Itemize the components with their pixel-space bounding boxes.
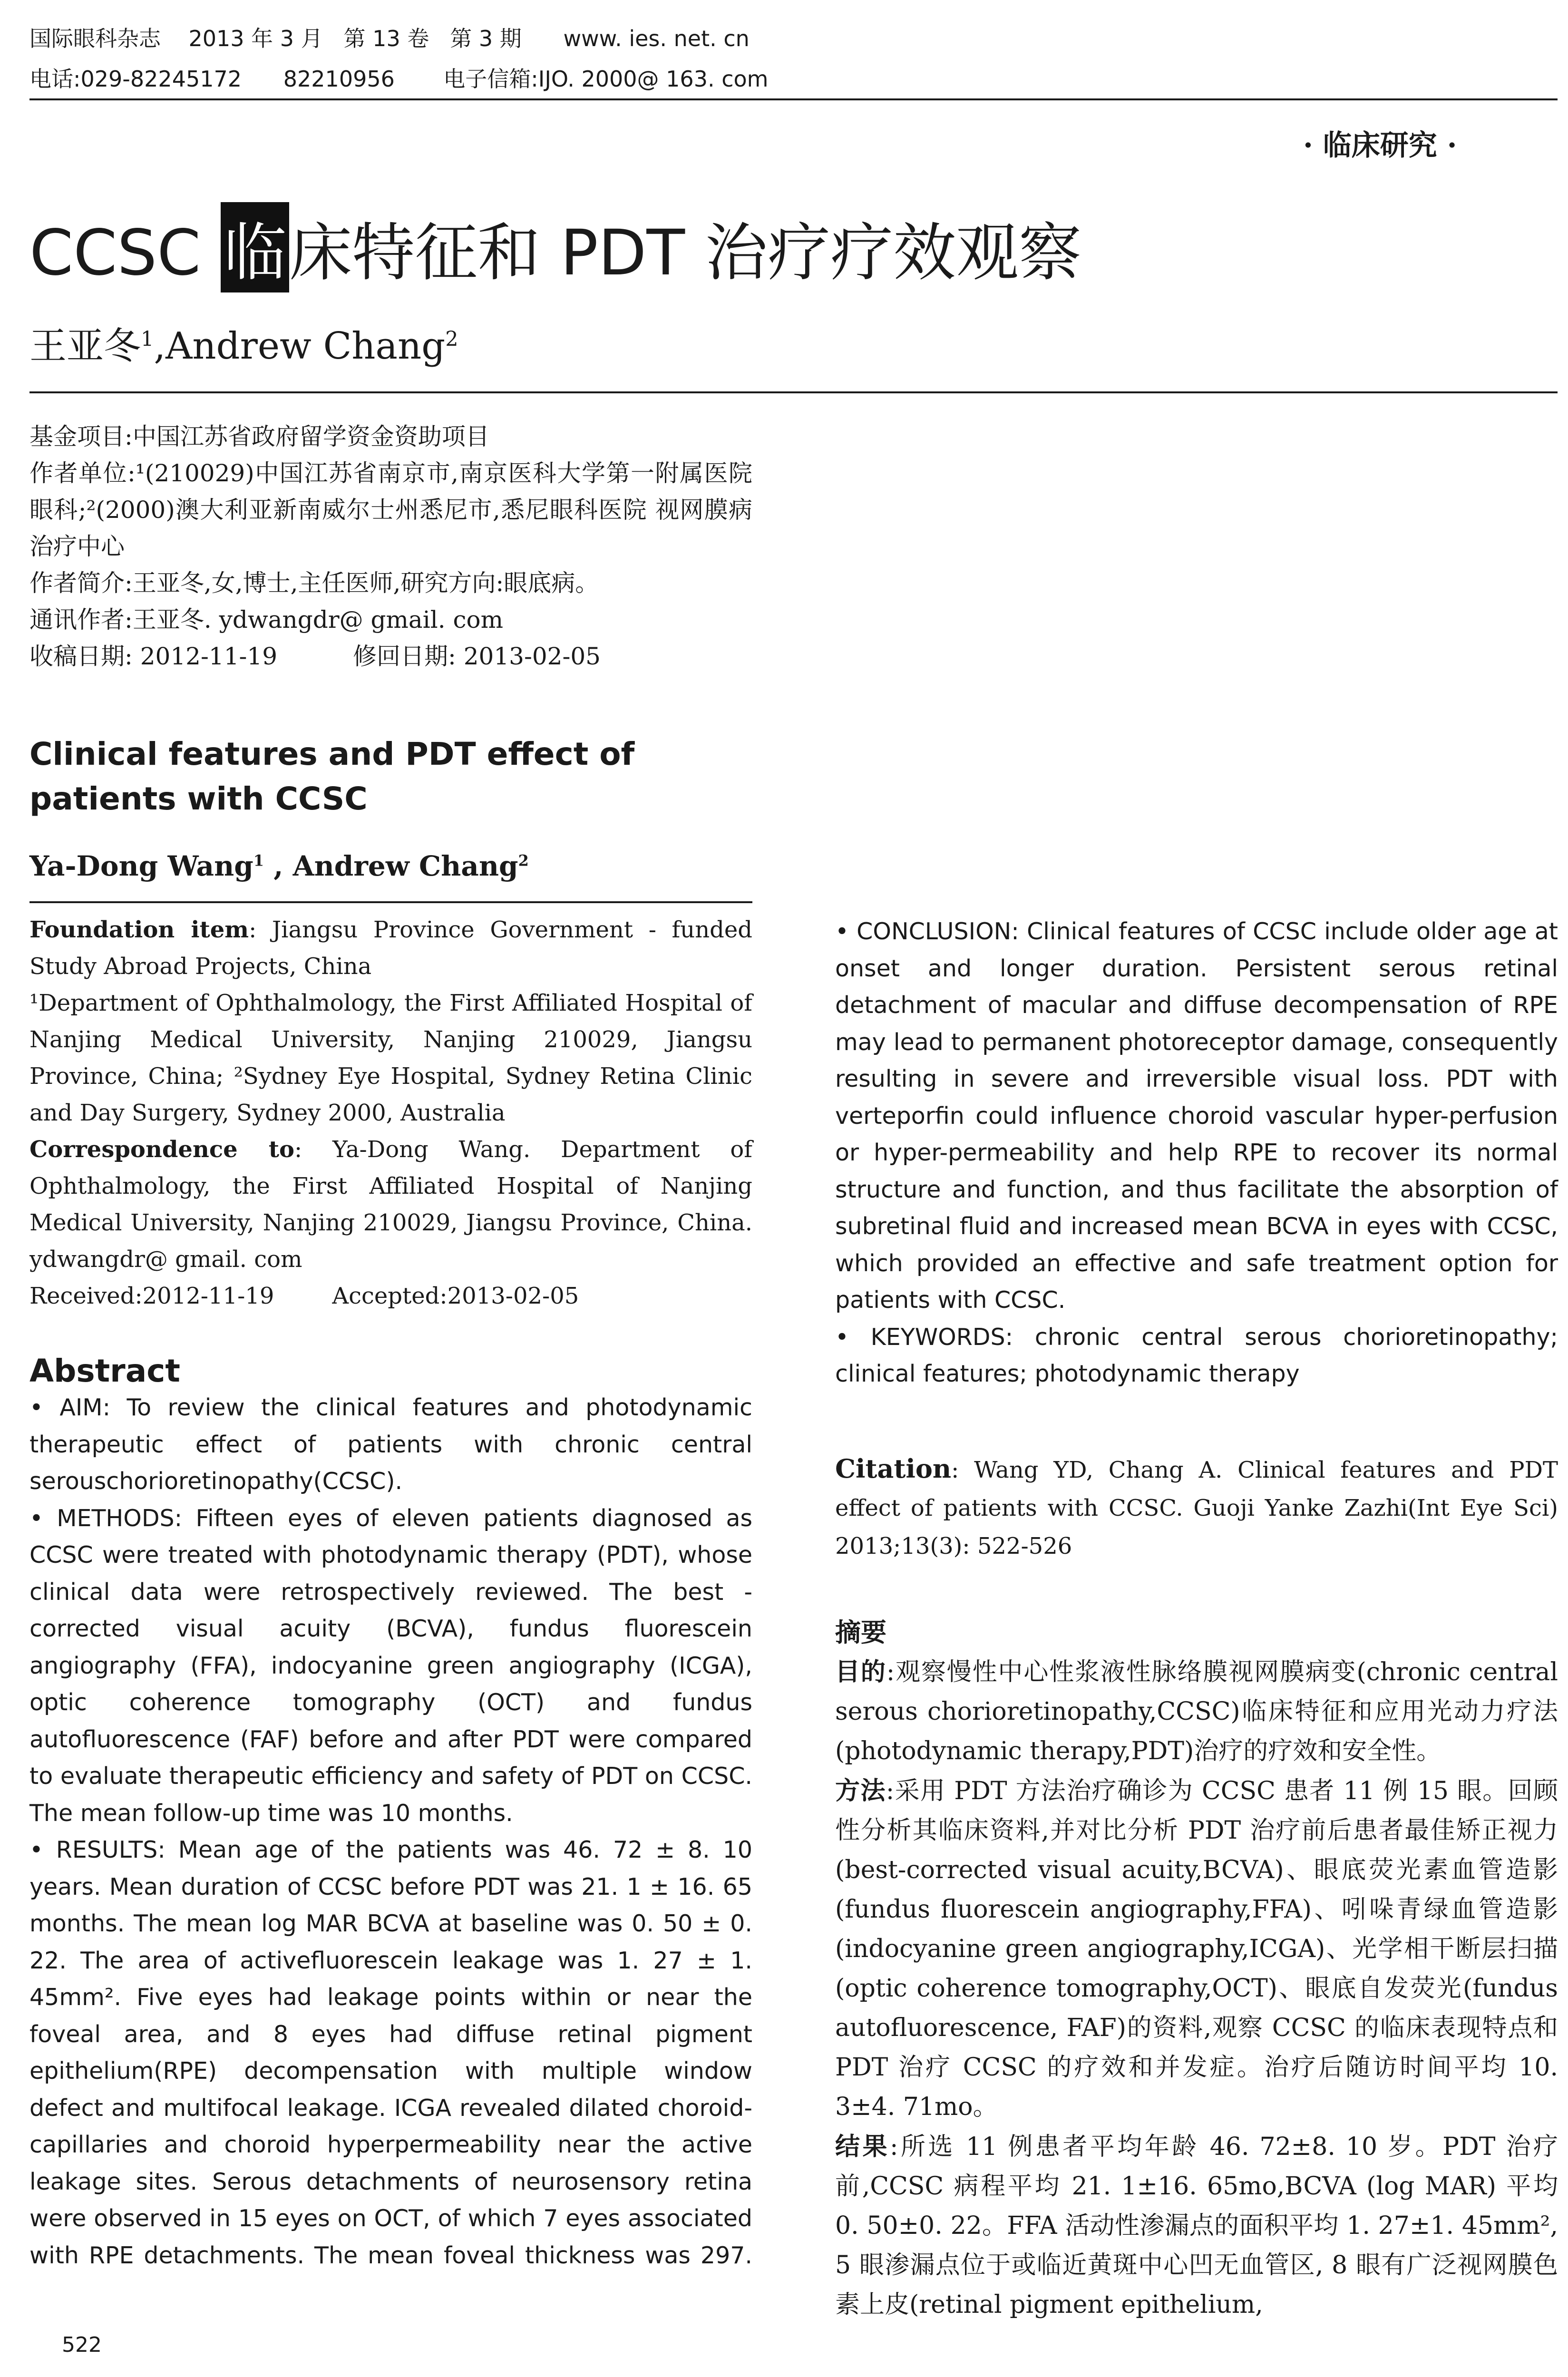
english-title: Clinical features and PDT effect of patients with CCSC [29,736,635,817]
correspondence-en-label: Correspondence to [29,1136,295,1163]
author-en-2-sup: 2 [518,851,529,870]
author-cn-2-sup: 2 [445,327,458,351]
authors-en [29,850,752,882]
article-info-en [29,912,752,1315]
article-info-cn [29,419,752,675]
abstract-cn-methods-label: 方法 [835,1776,886,1805]
foundation-en [29,912,752,985]
citation-label: Citation [835,1453,952,1484]
author-cn-1-sup: 1 [141,327,154,351]
abstract-cn-results-text: :所选 11 例患者平均年龄 46. 72±8. 10 岁。PDT 治疗前,CCSC 病程平均 21. 1±16. 65mo,BCVA (log MAR) 平均 0. 50±0. 22。FFA 活动性渗漏点的面积平均 1. 27±1. 45mm², 5 眼渗漏点位于或临近黄斑中心凹无血管区, 8 眼有广泛视网膜色素上皮(retinal pigment epithelium, [835,2132,1558,2319]
title-rule [29,391,1558,393]
section-label: · 临床研究 · [1303,129,1457,162]
abstract-conclusion: • CONCLUSION: Clinical features of CCSC include older age at onset and longer duration. Persistent serous retinal detachment of macular and diffuse decompensation of RPE may lead to permanent photoreceptor damage, consequently resulting in severe and irreversible visual loss. PDT with verteporfin could influence choroid vascular hyper-perfusion or hyper-permeability and help RPE to recover its normal structure and function, and thus facilitate the absorption of subretinal fluid and increased mean BCVA in eyes with CCSC, which provided an effective and safe treatment option for patients with CCSC. [835,918,1558,1314]
citation-text: : Wang YD, Chang A. Clinical features and PDT effect of patients with CCSC. Guoji Yanke Zazhi(Int Eye Sci) 2013;13(3): 522-526 [835,1456,1558,1559]
author-en-2: , Andrew Chang [264,850,518,882]
right-column [835,419,1558,2325]
title-rest: 床特征和 PDT 治疗疗效观察 [289,216,1082,290]
header-rule [29,98,1558,100]
author-cn-2: ,Andrew Chang [154,325,446,368]
abstract-cn-results-label: 结果 [835,2132,890,2161]
journal-header-line1: 国际眼科杂志 2013 年 3 月 第 13 卷 第 3 期 www. ies. net. cn [29,26,750,51]
page-number: 522 [62,2333,102,2357]
correspondence-en [29,1131,752,1278]
foundation-en-text: : Jiangsu Province Government - funded Study Abroad Projects, China [29,916,752,980]
bio-cn: 作者简介:王亚冬,女,博士,主任医师,研究方向:眼底病。 [29,569,599,597]
title-boxed-char: 临 [221,202,289,292]
abstract-cn-aim [835,1652,1558,1771]
abstract-body-right [835,913,1558,1393]
abstract-keywords: • KEYWORDS: chronic central serous chorioretinopathy; clinical features; photodynamic therapy [835,1323,1558,1387]
dates-cn: 收稿日期: 2012-11-19 修回日期: 2013-02-05 [29,643,601,670]
foundation-cn: 基金项目:中国江苏省政府留学资金资助项目 [29,423,489,450]
correspondence-en-text: : Ya-Dong Wang. Department of Ophthalmology, the First Affiliated Hospital of Nanjing Medical University, Nanjing 210029, Jiangsu Province, China. ydwangdr@ gmail. com [29,1136,753,1273]
abstract-heading: Abstract [29,1353,180,1389]
abstract-cn-methods [835,1771,1558,2127]
author-en-1-sup: 1 [253,851,264,870]
author-en-1: Ya-Dong Wang [29,850,253,882]
abstract-cn-heading: 摘要 [835,1617,886,1647]
abstract-cn-aim-label: 目的 [835,1657,886,1686]
abstract-results: • RESULTS: Mean age of the patients was 46. 72 ± 8. 10 years. Mean duration of CCSC before PDT was 21. 1 ± 16. 65 months. The mean log MAR BCVA at baseline was 0. 50 ± 0. 22. The area of activefluorescein leakage was 1. 27 ± 1. 45mm². Five eyes had leakage points within or near the foveal area, and 8 eyes had diffuse retinal pigment epithelium(RPE) decompensation with multiple window defect and multifocal leakage. ICGA revealed dilated choroid- capillaries and choroid hyperpermeability near the active leakage sites. Serous detachments of neurosensory retina were observed in 15 eyes on OCT, of which 7 eyes associated with RPE detachments. The mean foveal thickness was 297. [29,1836,752,2269]
abstract-cn-methods-text: :采用 PDT 方法治疗确诊为 CCSC 患者 11 例 15 眼。回顾性分析其临床资料,并对比分析 PDT 治疗前后患者最佳矫正视力(best-corrected visual acuity,BCVA)、眼底荧光素血管造影(fundus fluorescein angiography,FFA)、吲哚青绿血管造影(indocyanine green angiography,ICGA)、光学相干断层扫描(optic coherence tomography,OCT)、眼底自发荧光(fundus autofluorescence, FAF)的资料,观察 CCSC 的临床表现特点和 PDT 治疗 CCSC 的疗效和并发症。治疗后随访时间平均 10. 3±4. 71mo。 [835,1776,1558,2121]
foundation-en-label: Foundation item [29,916,249,943]
abstract-body-left [29,1389,752,2274]
abstract-methods: • METHODS: Fifteen eyes of eleven patients diagnosed as CCSC were treated with photodynamic therapy (PDT), whose clinical data were retrospectively reviewed. The best - corrected visual acuity (BCVA), fundus fluorescein angiography (FFA), indocyanine green angiography (ICGA), optic coherence tomography (OCT) and fundus autofluorescence (FAF) before and after PDT were compared to evaluate therapeutic efficiency and safety of PDT on CCSC. The mean follow-up time was 10 months. [29,1504,752,1827]
affiliation-en: ¹Department of Ophthalmology, the First Affiliated Hospital of Nanjing Medical University, Nanjing 210029, Jiangsu Province, China; ²Sydney Eye Hospital, Sydney Retina Clinic and Day Surgery, Sydney 2000, Australia [29,990,752,1126]
journal-header-line2: 电话:029-82245172 82210956 电子信箱:IJO. 2000@ 163. com [29,66,769,92]
abstract-aim: • AIM: To review the clinical features and photodynamic therapeutic effect of patients with chronic central serouschorioretinopathy(CCSC). [29,1394,752,1495]
author-cn-1: 王亚冬 [29,325,141,368]
abstract-cn [835,1613,1558,2325]
authors-cn [29,316,458,370]
left-column [29,419,752,2274]
article-title [29,202,1081,292]
citation [835,1450,1558,1565]
dates-en: Received:2012-11-19 Accepted:2013-02-05 [29,1283,579,1309]
correspondence-cn: 通讯作者:王亚冬. ydwangdr@ gmail. com [29,606,504,633]
title-prefix: CCSC [29,216,221,290]
abstract-cn-aim-text: :观察慢性中心性浆液性脉络膜视网膜病变(chronic central serous chorioretinopathy,CCSC)临床特征和应用光动力疗法(photodynamic therapy,PDT)治疗的疗效和安全性。 [835,1657,1558,1765]
affiliation-cn: 作者单位:¹(210029)中国江苏省南京市,南京医科大学第一附属医院眼科;²(2000)澳大利亚新南威尔士州悉尼市,悉尼眼科医院 视网膜病治疗中心 [29,459,752,560]
abstract-cn-results [835,2127,1558,2325]
